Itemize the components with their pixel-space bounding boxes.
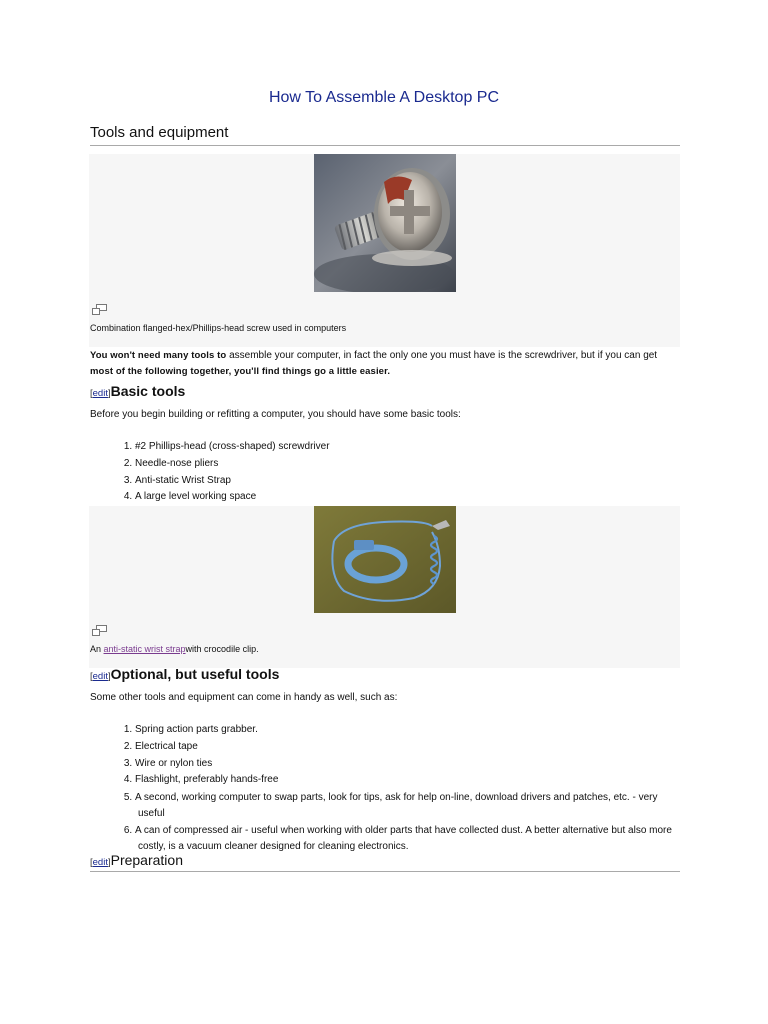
heading-preparation [90, 852, 680, 872]
figure-screw [89, 154, 680, 347]
heading-optional-tools-text: Optional, but useful tools [110, 666, 280, 682]
list-item-line: costly, is a vacuum cleaner designed for cleaning electronics. [138, 841, 409, 853]
enlarge-icon[interactable] [92, 623, 107, 634]
figure-wrist-strap [89, 506, 680, 668]
anti-static-wrist-strap-link[interactable]: anti-static wrist strap [103, 644, 186, 654]
heading-basic-tools [90, 383, 185, 399]
edit-link[interactable]: edit [92, 857, 108, 868]
list-item-line: A second, working computer to swap parts, look for tips, ask for help on-line, download drivers and patches, etc. - very [135, 792, 658, 804]
edit-link[interactable]: edit [92, 671, 108, 682]
basic-tools-list [90, 439, 695, 506]
list-item: 2. Electrical tape [135, 739, 695, 756]
caption-post: with crocodile clip. [185, 644, 259, 654]
list-item [135, 823, 695, 854]
list-item: 3. Anti-static Wrist Strap [135, 473, 695, 490]
intro-tail: most of the following together, you'll find things go a little easier. [90, 365, 391, 377]
caption-pre: An [90, 644, 104, 654]
intro-rest: assemble your computer, in fact the only one you must have is the screwdriver, but if you can get [226, 350, 658, 361]
wrist-strap-photo-icon[interactable] [314, 506, 456, 613]
list-item: 1. Spring action parts grabber. [135, 722, 695, 739]
edit-link-wrapper: [edit] [90, 671, 111, 682]
screw-photo-icon[interactable] [314, 154, 456, 292]
list-item: 4. A large level working space [135, 489, 695, 506]
heading-basic-tools-text: Basic tools [110, 383, 186, 399]
page-title: How To Assemble A Desktop PC [268, 89, 500, 106]
heading-optional-tools [90, 666, 279, 682]
intro-paragraph [90, 348, 680, 379]
figure-caption: Combination flanged-hex/Phillips-head screw used in computers [90, 323, 347, 333]
edit-link-wrapper: [edit] [90, 857, 111, 868]
figure-caption [90, 644, 259, 654]
enlarge-icon[interactable] [92, 302, 107, 313]
intro-lead: You won't need many tools to [90, 350, 227, 361]
optional-intro: Some other tools and equipment can come in handy as well, such as: [90, 692, 398, 703]
list-item: 2. Needle-nose pliers [135, 456, 695, 473]
basic-intro: Before you begin building or refitting a computer, you should have some basic tools: [90, 409, 461, 420]
heading-preparation-text: Preparation [110, 852, 183, 868]
edit-link[interactable]: edit [92, 388, 108, 399]
list-item: 1. #2 Phillips-head (cross-shaped) screwdriver [135, 439, 695, 456]
list-item [135, 790, 695, 821]
section-heading-tools: Tools and equipment [90, 124, 680, 146]
optional-tools-list [90, 722, 695, 855]
list-item: 4. Flashlight, preferably hands-free [135, 772, 695, 789]
list-item-line: A can of compressed air - useful when working with older parts that have collected dust. A better alternative but also more [135, 825, 672, 837]
list-item: 3. Wire or nylon ties [135, 756, 695, 773]
list-item-line: useful [138, 807, 165, 819]
edit-link-wrapper: [edit] [90, 388, 111, 399]
